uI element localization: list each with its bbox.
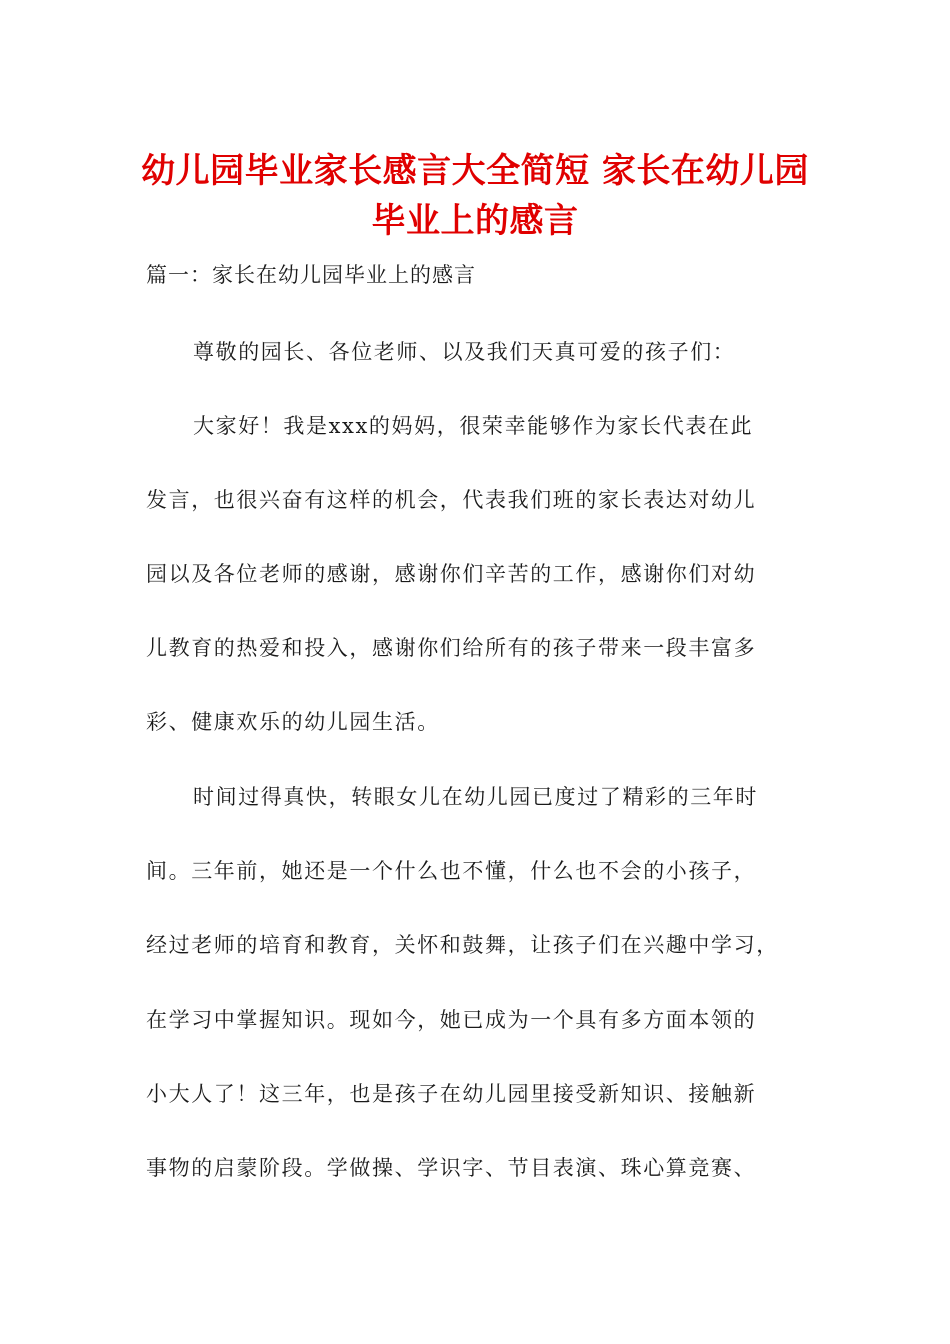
- paragraph-line: 在学习中掌握知识。现如今，她已成为一个具有多方面本领的: [146, 1008, 757, 1032]
- document-title-line-2: 毕业上的感言: [371, 201, 579, 241]
- paragraph-line: 间。三年前，她还是一个什么也不懂，什么也不会的小孩子，: [146, 859, 757, 883]
- paragraph-line: 时间过得真快，转眼女儿在幼儿园已度过了精彩的三年时: [193, 785, 758, 809]
- section-heading: 篇一：家长在幼儿园毕业上的感言: [146, 263, 476, 287]
- paragraph-line: 园以及各位老师的感谢，感谢你们辛苦的工作，感谢你们对幼: [146, 562, 757, 586]
- paragraph-line: 小大人了！这三年，也是孩子在幼儿园里接受新知识、接触新: [146, 1082, 757, 1106]
- paragraph-line: 发言，也很兴奋有这样的机会，代表我们班的家长表达对幼儿: [146, 488, 757, 512]
- paragraph-line: 事物的启蒙阶段。学做操、学识字、节目表演、珠心算竞赛、: [146, 1156, 757, 1180]
- paragraph-line: 彩、健康欢乐的幼儿园生活。: [146, 710, 440, 734]
- document-title-line-1: 幼儿园毕业家长感言大全简短 家长在幼儿园: [141, 151, 809, 191]
- paragraph-line: 经过老师的培育和教育，关怀和鼓舞，让孩子们在兴趣中学习，: [146, 933, 779, 957]
- greeting-line: 尊敬的园长、各位老师、以及我们天真可爱的孩子们：: [193, 340, 736, 364]
- paragraph-line: 大家好！我是xxx的妈妈，很荣幸能够作为家长代表在此: [193, 414, 754, 438]
- paragraph-line: 儿教育的热爱和投入，感谢你们给所有的孩子带来一段丰富多: [146, 636, 757, 660]
